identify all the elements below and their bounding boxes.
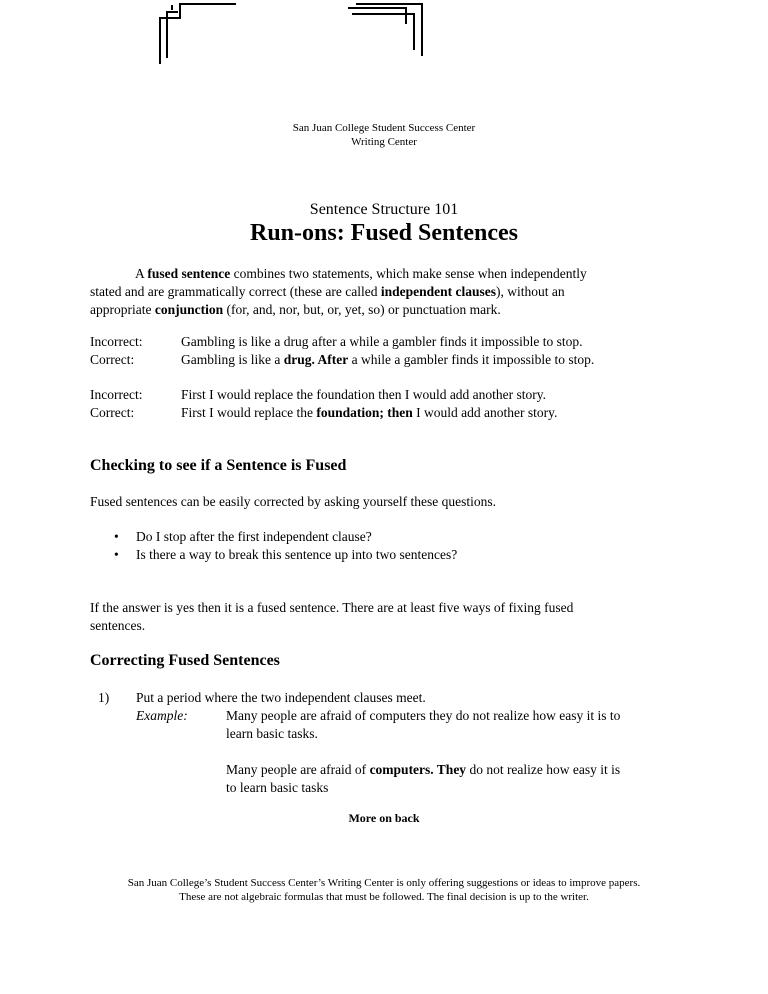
section-heading-checking: Checking to see if a Sentence is Fused (90, 457, 347, 474)
checking-question-list (114, 528, 674, 564)
example-pair-2 (90, 386, 710, 422)
list-item: • Is there a way to break this sentence up into two sentences? (114, 547, 458, 562)
list-number: 1) (98, 690, 110, 705)
term-fused-sentence: fused sentence (147, 266, 231, 281)
bullet-icon: • (114, 529, 119, 544)
list-item: • Do I stop after the first independent clause? (114, 529, 372, 544)
incorrect-sentence: First I would replace the foundation then I would add another story. (181, 387, 547, 402)
bullet-icon: • (114, 547, 119, 562)
page-title: Run-ons: Fused Sentences (249, 220, 519, 246)
correct-sentence: First I would replace the foundation; then I would add another story. (181, 405, 558, 420)
section-heading-correcting: Correcting Fused Sentences (90, 652, 280, 669)
header-org: San Juan College Student Success Center (292, 122, 476, 134)
footer-disclaimer: San Juan College’s Student Success Center’s Writing Center is only offering suggestions or ideas to improve papers. These are not algebraic formulas that must be followed. The final decision is up to the writer. (127, 877, 641, 903)
header-dept: Writing Center (351, 136, 417, 148)
correction-method-1 (98, 689, 698, 707)
example-label: Example: (136, 708, 188, 723)
correction-example: Example: Many people are afraid of computers they do not realize how easy it is to learn basic tasks. Many people are afraid of computers. They do not realize how easy it is to learn basic tasks (136, 707, 696, 797)
incorrect-label: Incorrect: (90, 387, 143, 402)
method-text: Put a period where the two independent clauses meet. (136, 690, 426, 705)
decorative-corner-lines (0, 0, 768, 80)
fixed-sentence: Many people are afraid of computers. They do not realize how easy it is (226, 762, 621, 777)
page-subtitle: Sentence Structure 101 (309, 201, 459, 218)
checking-intro: Fused sentences can be easily corrected by asking yourself these questions. (90, 494, 497, 509)
intro-paragraph: A fused sentence combines two statements, which make sense when independently stated and are grammatically correct (these are called independent clauses), without an appropriate conjunction (for, and, nor, but, or, yet, so) or punctuation mark. (90, 266, 587, 317)
correct-label: Correct: (90, 352, 135, 367)
incorrect-sentence: Gambling is like a drug after a while a gambler finds it impossible to stop. (181, 334, 583, 349)
incorrect-label: Incorrect: (90, 334, 143, 349)
more-on-back-note: More on back (348, 811, 420, 825)
term-conjunction: conjunction (154, 302, 224, 317)
example-sentence: Many people are afraid of computers they do not realize how easy it is to (226, 708, 621, 723)
checking-answer: If the answer is yes then it is a fused sentence. There are at least five ways of fixing fused sentences. (90, 600, 574, 633)
term-independent-clauses: independent clauses (380, 284, 496, 299)
correct-sentence: Gambling is like a drug. After a while a gambler finds it impossible to stop. (181, 352, 595, 367)
example-pair-1 (90, 333, 710, 369)
correct-label: Correct: (90, 405, 135, 420)
